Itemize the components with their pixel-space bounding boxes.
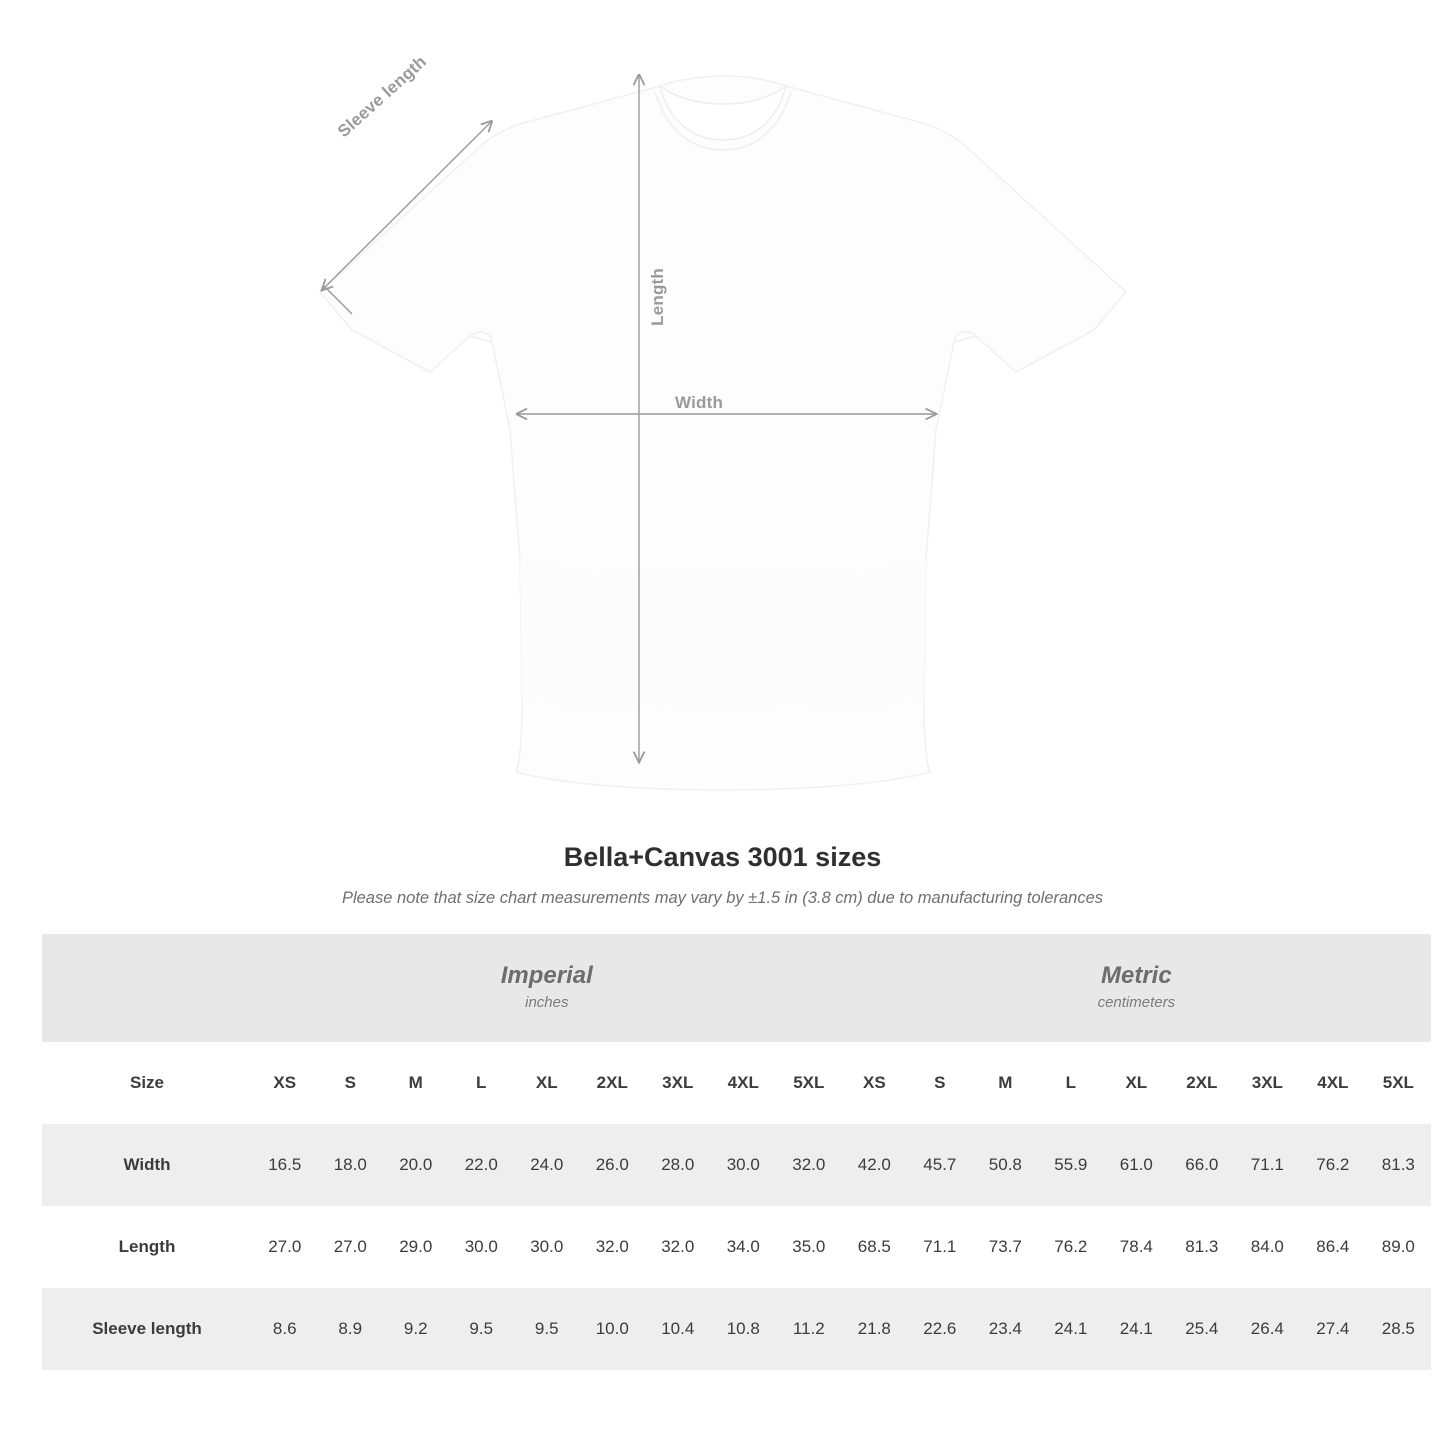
data-cell: 26.4	[1235, 1288, 1301, 1370]
data-cell: 10.4	[645, 1288, 711, 1370]
data-cell: 45.7	[907, 1124, 973, 1206]
data-cell: 27.0	[252, 1206, 318, 1288]
data-cell: 30.0	[711, 1124, 777, 1206]
data-cell: 30.0	[514, 1206, 580, 1288]
header-cell: S	[907, 1042, 973, 1124]
table-row	[42, 1124, 1431, 1206]
shirt-shape	[320, 76, 1126, 790]
header-cell: M	[973, 1042, 1039, 1124]
data-cell: 28.0	[645, 1124, 711, 1206]
data-cell: 28.5	[1366, 1288, 1432, 1370]
tolerance-note: Please note that size chart measurements may vary by ±1.5 in (3.8 cm) due to manufacturing tolerances	[341, 889, 1104, 907]
data-cell: 30.0	[449, 1206, 515, 1288]
page-title: Bella+Canvas 3001 sizes	[563, 842, 882, 872]
data-cell: 81.3	[1366, 1124, 1432, 1206]
data-cell: 35.0	[776, 1206, 842, 1288]
header-cell: XS	[842, 1042, 908, 1124]
header-cell: XS	[252, 1042, 318, 1124]
data-cell: 86.4	[1300, 1206, 1366, 1288]
data-cell: 24.1	[1104, 1288, 1170, 1370]
data-cell: 22.0	[449, 1124, 515, 1206]
data-cell: 8.9	[318, 1288, 384, 1370]
data-cell: 84.0	[1235, 1206, 1301, 1288]
data-cell: 61.0	[1104, 1124, 1170, 1206]
data-cell: 27.0	[318, 1206, 384, 1288]
size-chart-table	[42, 934, 1431, 1370]
row-label: Length	[42, 1206, 252, 1288]
header-size-label: Size	[42, 1042, 252, 1124]
data-cell: 24.1	[1038, 1288, 1104, 1370]
table-header-row	[42, 1042, 1431, 1124]
data-cell: 71.1	[1235, 1124, 1301, 1206]
data-cell: 68.5	[842, 1206, 908, 1288]
unit-group-metric	[842, 934, 1432, 1042]
header-cell: S	[318, 1042, 384, 1124]
data-cell: 9.5	[514, 1288, 580, 1370]
data-cell: 76.2	[1038, 1206, 1104, 1288]
data-cell: 32.0	[645, 1206, 711, 1288]
data-cell: 81.3	[1169, 1206, 1235, 1288]
data-cell: 23.4	[973, 1288, 1039, 1370]
data-cell: 32.0	[580, 1206, 646, 1288]
header-cell: 5XL	[776, 1042, 842, 1124]
data-cell: 66.0	[1169, 1124, 1235, 1206]
data-cell: 27.4	[1300, 1288, 1366, 1370]
header-cell: XL	[514, 1042, 580, 1124]
data-cell: 24.0	[514, 1124, 580, 1206]
data-cell: 71.1	[907, 1206, 973, 1288]
header-cell: 4XL	[1300, 1042, 1366, 1124]
data-cell: 18.0	[318, 1124, 384, 1206]
header-cell: 3XL	[1235, 1042, 1301, 1124]
metric-sub: centimeters	[1097, 994, 1176, 1011]
data-cell: 10.8	[711, 1288, 777, 1370]
data-cell: 29.0	[383, 1206, 449, 1288]
header-cell: 5XL	[1366, 1042, 1432, 1124]
data-cell: 9.2	[383, 1288, 449, 1370]
unit-group-spacer	[42, 934, 252, 1042]
header-cell: 2XL	[1169, 1042, 1235, 1124]
data-cell: 9.5	[449, 1288, 515, 1370]
imperial-sub: inches	[525, 994, 569, 1011]
data-cell: 32.0	[776, 1124, 842, 1206]
unit-group-row	[42, 934, 1431, 1042]
unit-group-imperial	[252, 934, 842, 1042]
data-cell: 89.0	[1366, 1206, 1432, 1288]
size-table-wrap	[42, 934, 1415, 1370]
data-cell: 8.6	[252, 1288, 318, 1370]
data-cell: 50.8	[973, 1124, 1039, 1206]
header-cell: XL	[1104, 1042, 1170, 1124]
data-cell: 20.0	[383, 1124, 449, 1206]
data-cell: 34.0	[711, 1206, 777, 1288]
size-chart-header	[0, 842, 1445, 908]
data-cell: 21.8	[842, 1288, 908, 1370]
data-cell: 10.0	[580, 1288, 646, 1370]
data-cell: 78.4	[1104, 1206, 1170, 1288]
header-cell: 2XL	[580, 1042, 646, 1124]
header-cell: 4XL	[711, 1042, 777, 1124]
data-cell: 22.6	[907, 1288, 973, 1370]
row-label: Sleeve length	[42, 1288, 252, 1370]
table-row	[42, 1288, 1431, 1370]
width-label: Width	[675, 393, 724, 412]
data-cell: 26.0	[580, 1124, 646, 1206]
header-cell: L	[1038, 1042, 1104, 1124]
header-cell: 3XL	[645, 1042, 711, 1124]
header-cell: L	[449, 1042, 515, 1124]
header-cell: M	[383, 1042, 449, 1124]
length-label: Length	[648, 268, 667, 326]
data-cell: 25.4	[1169, 1288, 1235, 1370]
data-cell: 76.2	[1300, 1124, 1366, 1206]
row-label: Width	[42, 1124, 252, 1206]
imperial-name: Imperial	[500, 962, 593, 989]
data-cell: 42.0	[842, 1124, 908, 1206]
data-cell: 11.2	[776, 1288, 842, 1370]
data-cell: 73.7	[973, 1206, 1039, 1288]
sleeve-length-label: Sleeve length	[334, 51, 431, 142]
metric-name: Metric	[1101, 962, 1172, 989]
table-row	[42, 1206, 1431, 1288]
data-cell: 55.9	[1038, 1124, 1104, 1206]
data-cell: 16.5	[252, 1124, 318, 1206]
